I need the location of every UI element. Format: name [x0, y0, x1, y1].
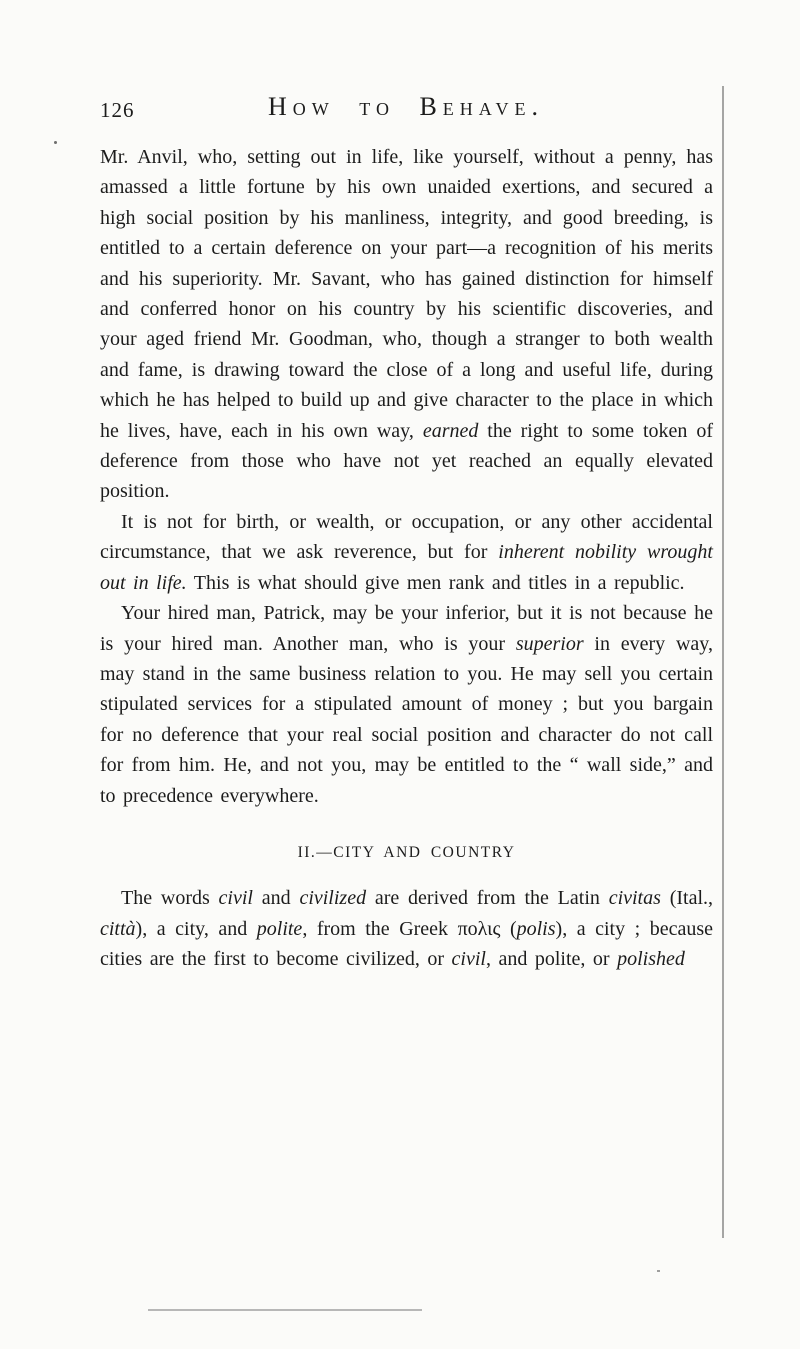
- italic-text-run: polis: [516, 917, 556, 940]
- italic-text-run: città: [100, 917, 136, 940]
- text-run: are derived from the Latin: [366, 887, 609, 910]
- running-title: How to Behave.: [268, 92, 544, 121]
- paragraph: [100, 142, 713, 507]
- text-run: , from the Greek πολις (: [302, 917, 517, 940]
- text-run: (Ital.,: [660, 887, 713, 910]
- italic-text-run: civil: [451, 948, 486, 971]
- text-run: ), a city ; because cities are the first to become civilized, or: [100, 917, 714, 971]
- paragraph: [100, 598, 713, 811]
- page-number: 126: [100, 98, 135, 122]
- paragraph: [100, 507, 713, 598]
- text-run: , and polite, or: [485, 948, 618, 971]
- italic-text-run: inherent nobility wrought out in life.: [100, 541, 713, 594]
- italic-text-run: civil: [218, 887, 253, 910]
- scan-artifact-dot: [54, 141, 57, 144]
- text-run: Your hired man, Patrick, may be your inferior, but it is not because he is your hired man. Another man, who is your: [100, 602, 713, 655]
- italic-text-run: polished: [617, 948, 685, 971]
- italic-text-run: civilized: [299, 887, 367, 910]
- section-heading: II.—CITY AND COUNTRY: [297, 843, 516, 861]
- italic-text-run: civitas: [608, 887, 661, 910]
- italic-text-run: superior: [515, 632, 584, 655]
- page-header: [100, 92, 712, 126]
- italic-text-run: earned: [422, 419, 479, 442]
- page-body: [100, 142, 713, 975]
- text-run: It is not for birth, or wealth, or occupation, or any other accidental circumstance, that we ask reverence, but for: [100, 510, 713, 564]
- text-run: and: [252, 887, 300, 910]
- text-run: This is what should give men rank and titles in a republic.: [186, 571, 685, 594]
- scan-artifact-vertical-line: [722, 86, 724, 1238]
- paragraph: [100, 883, 713, 974]
- scan-artifact-bottom-line: [148, 1309, 422, 1311]
- text-run: The words: [121, 887, 219, 910]
- text-run: the right to some token of deference from those who have not yet reached an equally elevated position.: [100, 419, 713, 503]
- italic-text-run: polite: [256, 917, 303, 940]
- text-run: ), a city, and: [135, 917, 257, 940]
- scan-artifact-speck: [657, 1270, 660, 1272]
- text-run: in every way, may stand in the same business relation to you. He may sell you certain stipulated services for a stipulated amount of money ; but you bargain for no deference that your real social position and character do not call for from him. He, and not you, may be entitled to the “ wall side,” and to precedence everywhere.: [100, 632, 713, 807]
- text-run: Mr. Anvil, who, setting out in life, like yourself, without a penny, has amassed a little fortune by his own unaided exertions, and secured a high social position by his manliness, integrity, and good breeding, is entitled to a certain deference on your part—a recognition of his merits and his superiority. Mr. Savant, who has gained distinction for himself and conferred honor on his country by his scientific discoveries, and your aged friend Mr. Goodman, who, though a stranger to both wealth and fame, is drawing toward the close of a long and useful life, during which he has helped to build up and give character to the place in which he lives, have, each in his own way,: [100, 146, 713, 442]
